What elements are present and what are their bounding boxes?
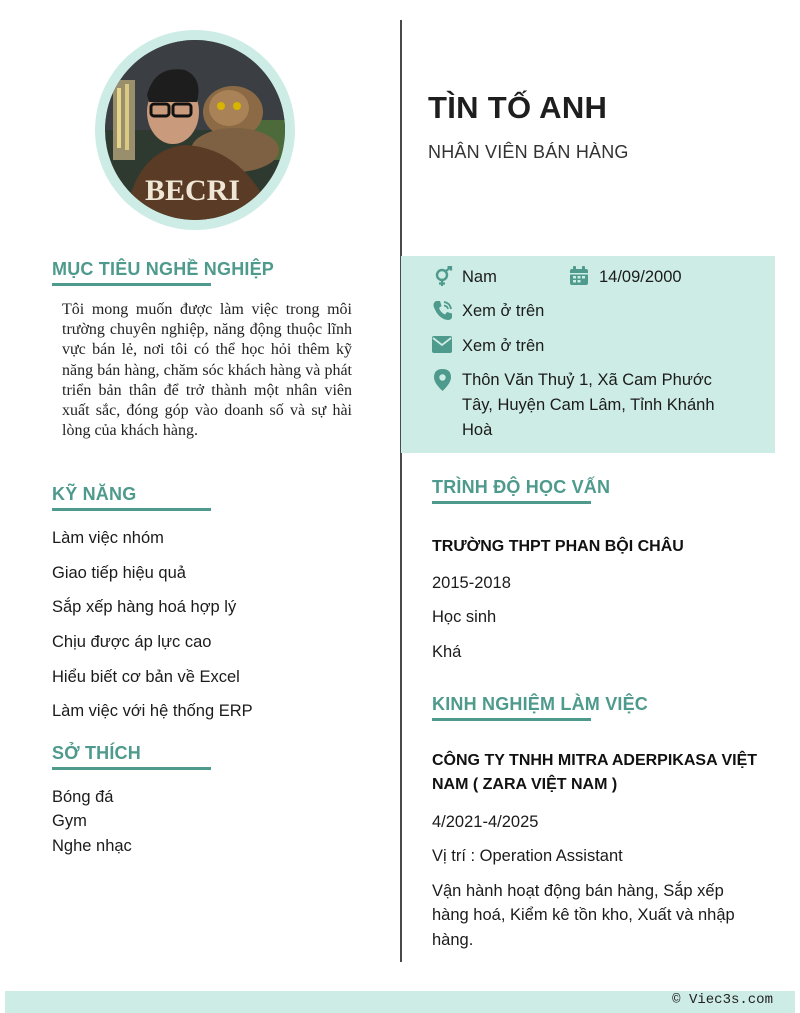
education-school: TRƯỜNG THPT PHAN BỘI CHÂU: [432, 538, 684, 555]
email-value: Xem ở trên: [462, 337, 545, 355]
candidate-job-title: NHÂN VIÊN BÁN HÀNG: [428, 142, 629, 162]
hobbies-title: SỞ THÍCH: [52, 743, 141, 763]
footer-bar: [5, 991, 795, 1013]
birthday-value: 14/09/2000: [599, 268, 682, 286]
address-line: Hoà: [462, 421, 493, 439]
skills-title: KỸ NĂNG: [52, 484, 137, 504]
experience-title: KINH NGHIỆM LÀM VIỆC: [432, 694, 649, 714]
experience-description: hàng hoá, Kiểm kê tồn kho, Xuất và nhập: [432, 906, 735, 924]
experience-company: NAM ( ZARA VIỆT NAM ): [432, 776, 618, 793]
email-icon: [432, 336, 452, 358]
calendar-icon: [569, 266, 589, 291]
objective-text: Tôi mong muốn được làm việc trong môi trường chuyên nghiệp, năng động thuộc lĩnh vực bán lẻ, nơi tôi có thể học hỏi thêm kỹ năng bán hàng, chăm sóc khách hàng và phát triển bản thân để trở thành một nhân viên xuất sắc, đóng góp vào doanh số và sự hài lòng của khách hàng.: [62, 301, 352, 440]
column-divider: [400, 20, 402, 962]
objective-underline: [52, 283, 211, 286]
experience-company: CÔNG TY TNHH MITRA ADERPIKASA VIỆT: [432, 752, 758, 769]
avatar-ring: [95, 30, 295, 230]
education-period: 2015-2018: [432, 574, 511, 592]
skill-item: Sắp xếp hàng hoá hợp lý: [52, 598, 237, 616]
avatar: [105, 40, 285, 220]
hobby-item: Gym: [52, 812, 87, 830]
skill-item: Làm việc nhóm: [52, 529, 164, 547]
footer-credit[interactable]: © Viec3s.com: [672, 992, 773, 1008]
skill-item: Hiểu biết cơ bản về Excel: [52, 668, 240, 686]
location-icon: [434, 369, 451, 396]
candidate-name: TÌN TỐ ANH: [428, 90, 608, 125]
phone-value: Xem ở trên: [462, 302, 545, 320]
education-role: Học sinh: [432, 608, 497, 626]
address-line: Thôn Văn Thuỷ 1, Xã Cam Phước: [462, 371, 712, 389]
skill-item: Chịu được áp lực cao: [52, 633, 212, 651]
address-line: Tây, Huyện Cam Lâm, Tỉnh Khánh: [462, 396, 715, 414]
education-title: TRÌNH ĐỘ HỌC VẤN: [432, 477, 611, 497]
experience-description: hàng.: [432, 931, 474, 949]
svg-text:BECRI: BECRI: [145, 174, 241, 207]
education-grade: Khá: [432, 643, 462, 661]
hobby-item: Nghe nhạc: [52, 837, 132, 855]
skill-item: Làm việc với hệ thống ERP: [52, 702, 253, 720]
experience-underline: [432, 718, 591, 721]
education-underline: [432, 501, 591, 504]
objective-title: MỤC TIÊU NGHỀ NGHIỆP: [52, 259, 275, 279]
experience-description: Vận hành hoạt động bán hàng, Sắp xếp: [432, 882, 724, 900]
experience-position: Vị trí : Operation Assistant: [432, 847, 623, 865]
experience-period: 4/2021-4/2025: [432, 813, 539, 831]
gender-value: Nam: [462, 268, 497, 286]
skill-item: Giao tiếp hiệu quả: [52, 564, 186, 582]
gender-icon: [432, 266, 454, 293]
hobbies-underline: [52, 767, 211, 770]
skills-underline: [52, 508, 211, 511]
phone-icon: [432, 300, 453, 326]
hobby-item: Bóng đá: [52, 788, 114, 806]
